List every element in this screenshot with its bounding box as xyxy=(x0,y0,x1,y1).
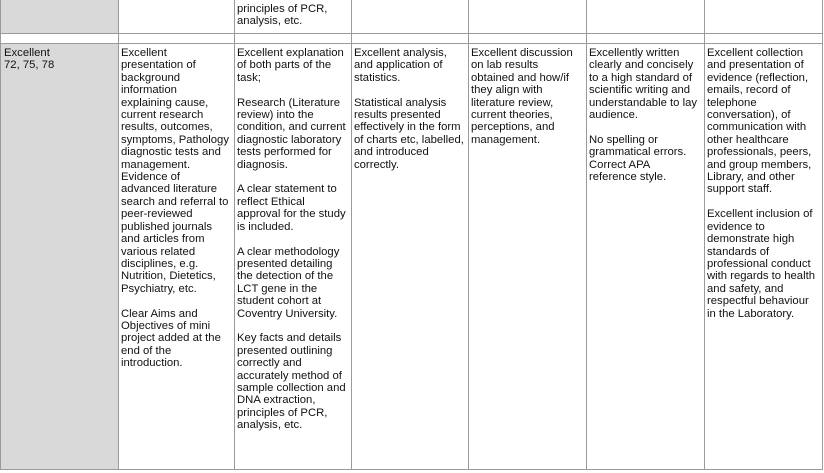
row-border xyxy=(0,43,822,44)
background-criteria-cell: Excellent presentation of background information explaining cause, current research results, outcomes, symptoms, Pathology diagnostic tests and management. Evidence of advanced literature search and referral to peer-reviewed published journals and articles from various related disciplines, e.g. Nutrition, Dietetics, Psychiatry, etc. Clear Aims and Objectives of mini project added at the end of the introduction. xyxy=(121,47,229,370)
methods-criteria-cell: Excellent explanation of both parts of the task; Research (Literature review) into the condition, and current diagnostic laboratory tests performed for diagnosis. A clear statement to reflect Ethical approval for the study is included. A clear methodology presented detailing the detection of the LCT gene in the student cohort at Coventry University. Key facts and details presented outlining correctly and accurately method of sample collection and DNA extraction, principles of PCR, analysis, etc. xyxy=(237,47,346,432)
grade-label-cell: Excellent 72, 75, 78 xyxy=(4,47,55,72)
writing-criteria-cell: Excellently written clearly and concisely to a high standard of scientific writing and understandable to lay audience. No spelling or grammatical errors. Correct APA reference style. xyxy=(589,47,698,184)
top-row-methods-cell: principles of PCR, analysis, etc. xyxy=(237,3,328,28)
grade-cell-shade-top xyxy=(1,0,118,33)
grade-cell-shade xyxy=(1,44,118,470)
row-border xyxy=(0,469,822,470)
evidence-criteria-cell: Excellent collection and presentation of evidence (reflection, emails, record of telephone conversation), of communication with other healthcare professionals, peers, and group members, Library, and other support staff. Excellent inclusion of evidence to demonstrate high standards of professional conduct with regards to health and safety, and respectful behaviour in the Laboratory. xyxy=(707,47,816,320)
col-border xyxy=(0,0,1,470)
row-border xyxy=(0,33,822,34)
discussion-criteria-cell: Excellent discussion on lab results obtained and how/if they align with literature review, current theories, perceptions, and management. xyxy=(471,47,573,146)
results-criteria-cell: Excellent analysis, and application of statistics. Statistical analysis results presented effectively in the form of charts etc, labelled, and introduced correctly. xyxy=(354,47,464,171)
